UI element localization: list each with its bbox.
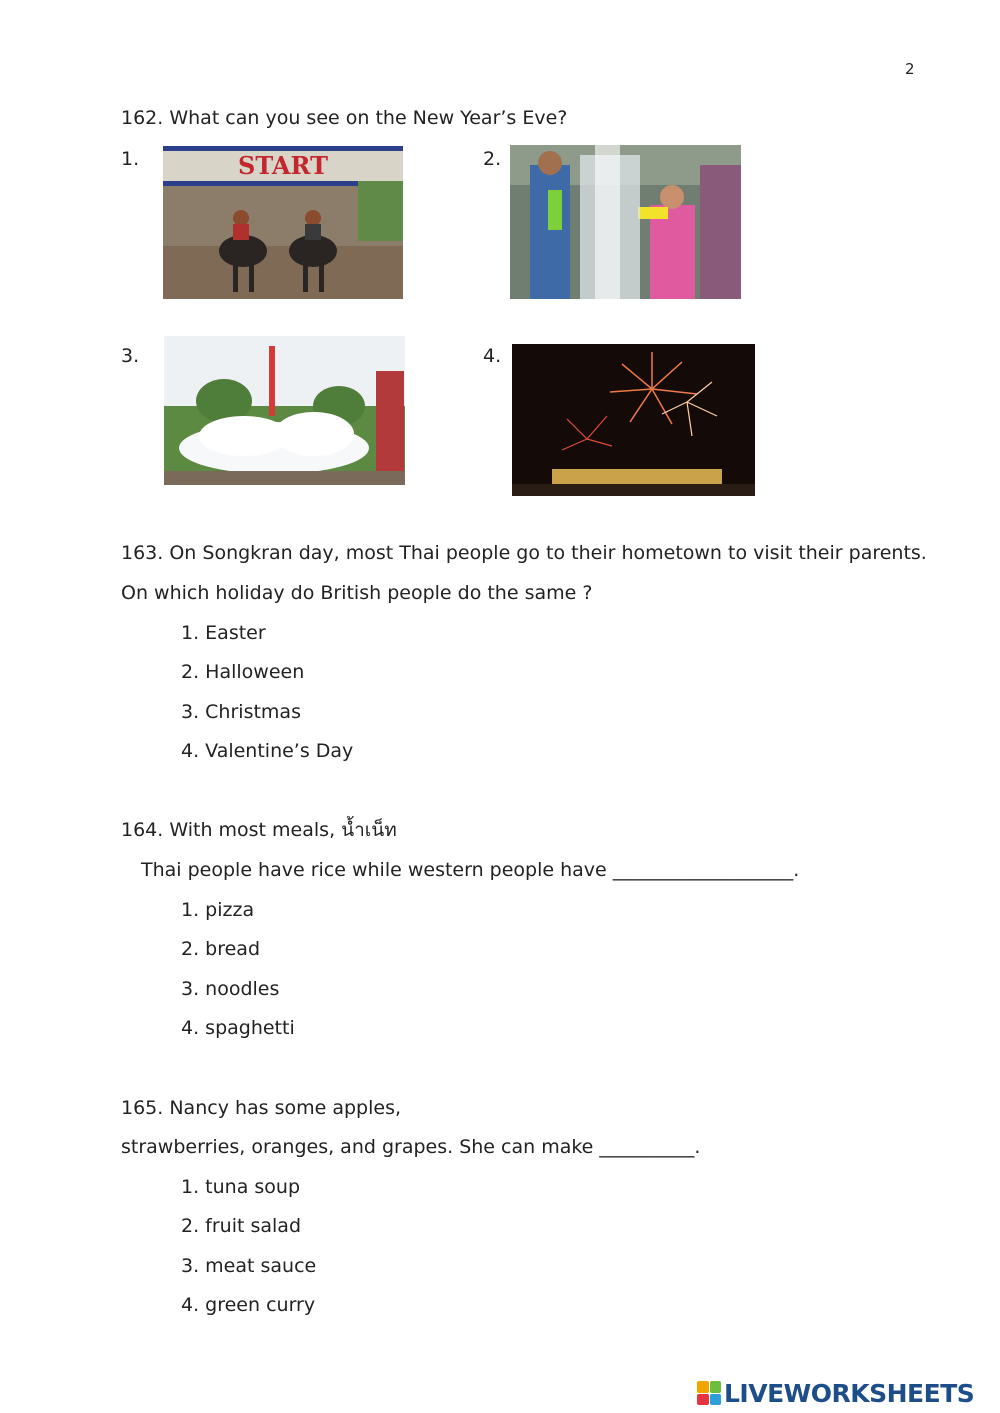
logo-text: LIVEWORKSHEETS bbox=[724, 1378, 975, 1408]
q165-option-2[interactable]: 2. fruit salad bbox=[181, 1215, 302, 1237]
q165-option-4[interactable]: 4. green curry bbox=[181, 1294, 316, 1316]
rocket-festival-image[interactable] bbox=[164, 336, 405, 485]
liveworksheets-logo[interactable] bbox=[697, 1378, 974, 1408]
q164-option-2[interactable]: 2. bread bbox=[181, 938, 261, 960]
q163-option-4[interactable]: 4. Valentine’s Day bbox=[181, 740, 354, 762]
water-festival-image[interactable] bbox=[510, 145, 741, 299]
question-163-line-2: On which holiday do British people do the same ? bbox=[121, 582, 593, 604]
question-163-line-1: 163. On Songkran day, most Thai people go to their hometown to visit their parents. bbox=[121, 542, 927, 564]
option-label-3: 3. bbox=[121, 345, 140, 367]
option-label-1: 1. bbox=[121, 148, 140, 170]
page-number: 2 bbox=[905, 60, 915, 78]
question-164-line-2: Thai people have rice while western people have ___________________. bbox=[141, 859, 800, 881]
q164-option-1[interactable]: 1. pizza bbox=[181, 899, 255, 921]
q164-option-3[interactable]: 3. noodles bbox=[181, 978, 280, 1000]
question-165-line-2: strawberries, oranges, and grapes. She can make __________. bbox=[121, 1136, 701, 1158]
start-banner-text: START bbox=[238, 151, 328, 180]
option-label-2: 2. bbox=[483, 148, 502, 170]
q163-option-1[interactable]: 1. Easter bbox=[181, 622, 266, 644]
buffalo-race-image[interactable] bbox=[163, 146, 403, 299]
question-164-line-1: 164. With most meals, น้ำเน็ท bbox=[121, 819, 397, 841]
q163-option-3[interactable]: 3. Christmas bbox=[181, 701, 301, 723]
question-162-text: 162. What can you see on the New Year’s Eve? bbox=[121, 107, 568, 129]
logo-mark-icon bbox=[697, 1381, 721, 1405]
option-label-4: 4. bbox=[483, 345, 502, 367]
q165-option-3[interactable]: 3. meat sauce bbox=[181, 1255, 317, 1277]
q165-option-1[interactable]: 1. tuna soup bbox=[181, 1176, 301, 1198]
fireworks-image[interactable] bbox=[512, 344, 755, 496]
question-165-line-1: 165. Nancy has some apples, bbox=[121, 1097, 402, 1119]
q164-option-4[interactable]: 4. spaghetti bbox=[181, 1017, 295, 1039]
q163-option-2[interactable]: 2. Halloween bbox=[181, 661, 305, 683]
